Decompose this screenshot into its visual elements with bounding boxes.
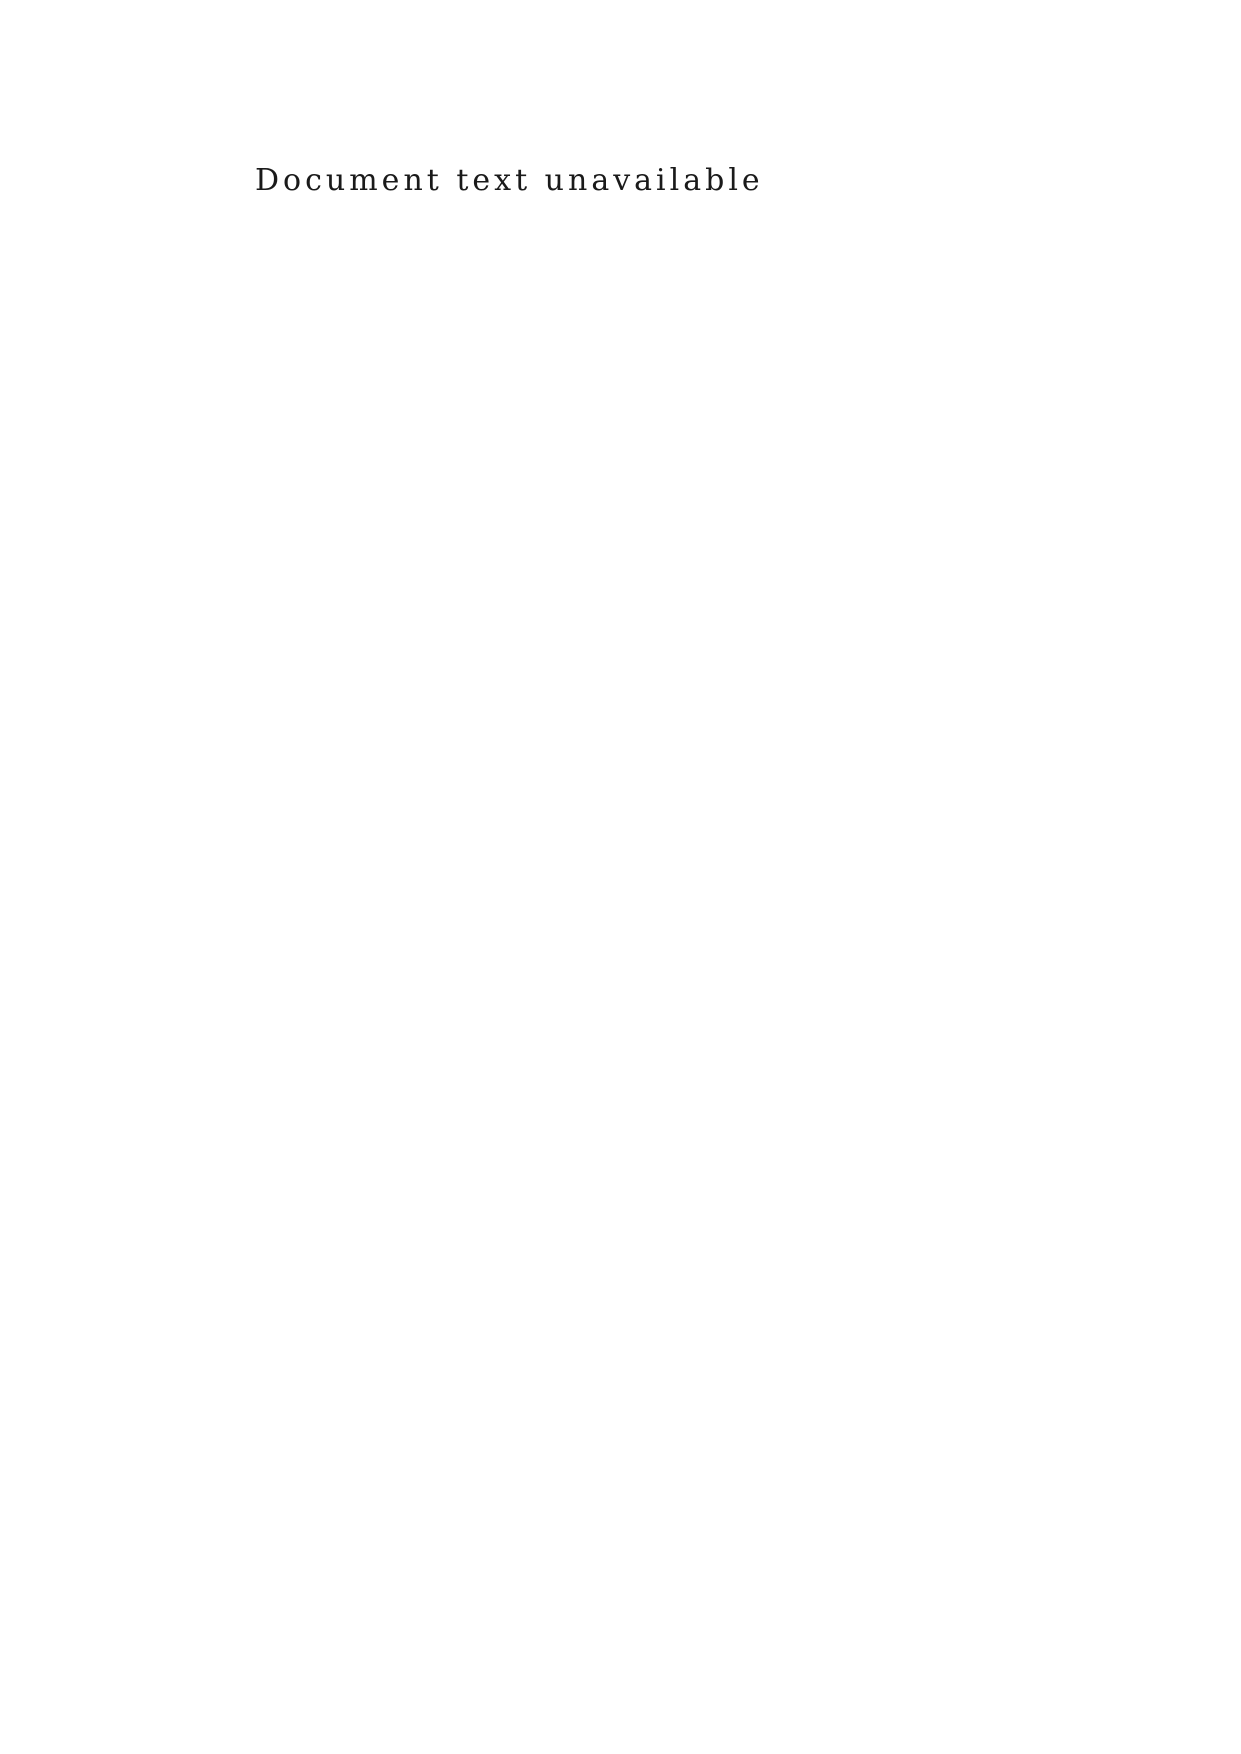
document-body xyxy=(191,152,1049,211)
paragraph: Document text unavailable xyxy=(255,163,764,198)
